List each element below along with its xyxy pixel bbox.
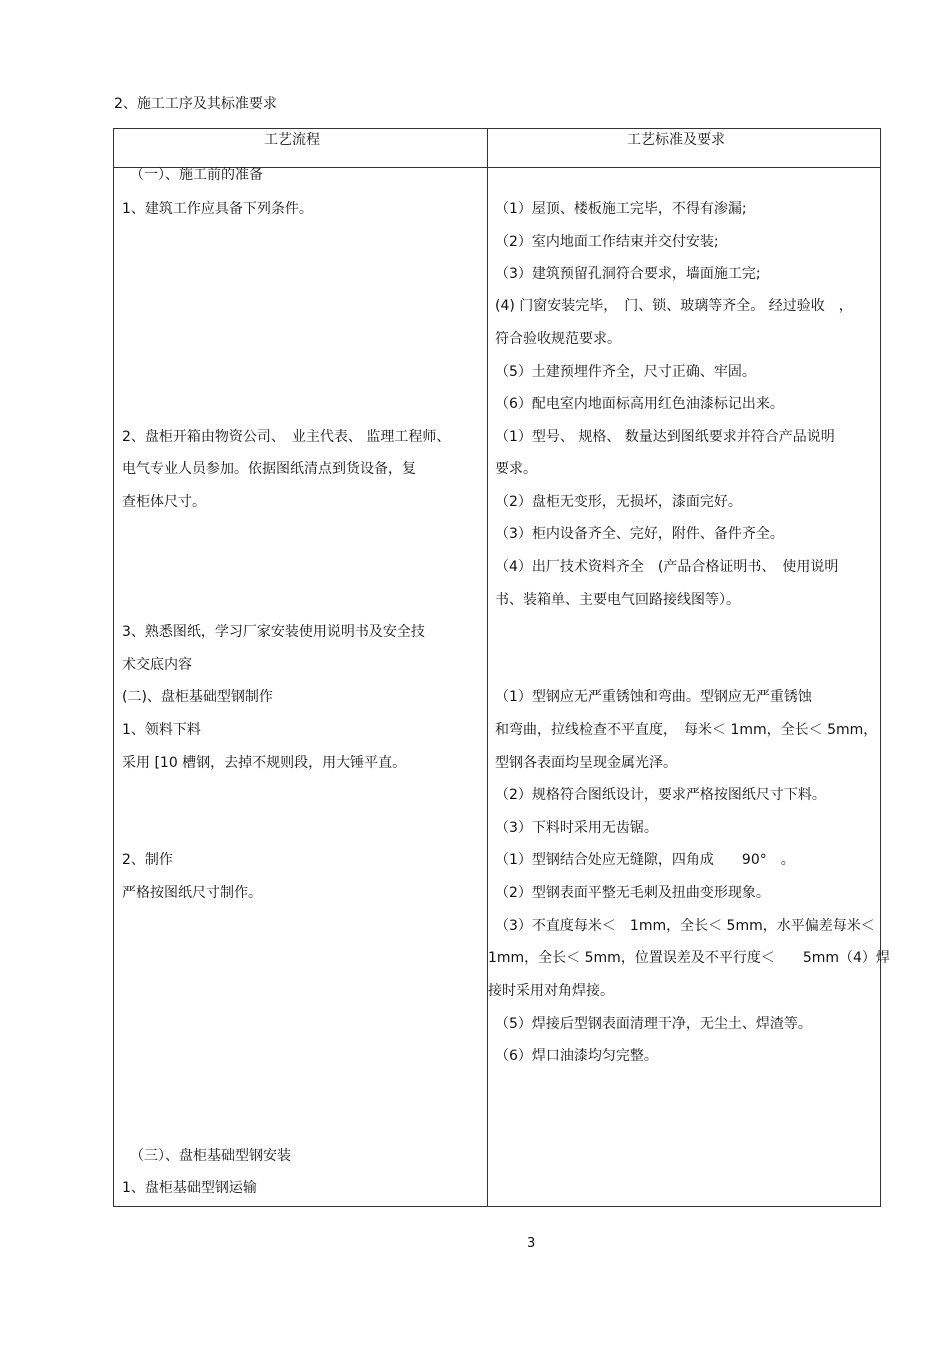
right-line: （1）型钢结合处应无缝隙，四角成 90° 。 [495, 852, 795, 868]
right-line: （1）型钢应无严重锈蚀和弯曲。型钢应无严重锈蚀 [495, 689, 812, 705]
right-line: 1mm，全长＜ 5mm，位置误差及不平行度＜ 5mm（4）焊 [488, 950, 890, 966]
header-standards: 工艺标准及要求 [627, 132, 725, 148]
right-line: （1）型号、 规格、 数量达到图纸要求并符合产品说明 [495, 429, 835, 445]
right-line: (4) 门窗安装完毕， 门、锁、玻璃等齐全。 经过验收 ， [495, 298, 853, 314]
right-line: （3）不直度每米＜ 1mm，全长＜ 5mm，水平偏差每米＜ [495, 918, 875, 934]
page-number: 3 [527, 1236, 536, 1251]
right-line: （4）出厂技术资料齐全 (产品合格证明书、 使用说明 [495, 559, 839, 575]
right-line: （5）焊接后型钢表面清理干净，无尘土、焊渣等。 [495, 1016, 812, 1032]
right-line: （6）焊口油漆均匀完整。 [495, 1048, 658, 1064]
process-table [113, 128, 890, 1207]
right-line: （2）盘柜无变形，无损坏，漆面完好。 [495, 494, 742, 510]
right-line: 和弯曲，拉线检查不平直度， 每米＜ 1mm，全长＜ 5mm， [495, 722, 878, 738]
left-line: 2、盘柜开箱由物资公司、 业主代表、 监理工程师、 [122, 429, 451, 445]
right-line: （3）下料时采用无齿锯。 [495, 820, 658, 836]
left-line: 严格按图纸尺寸制作。 [122, 885, 262, 901]
right-line: （3）建筑预留孔洞符合要求，墙面施工完; [495, 266, 761, 282]
right-line: （2）规格符合图纸设计，要求严格按图纸尺寸下料。 [495, 787, 826, 803]
section-heading: 2、施工工序及其标准要求 [114, 96, 277, 112]
left-line: （一）、施工前的准备 [130, 167, 263, 183]
left-line: 1、建筑工作应具备下列条件。 [122, 201, 313, 217]
right-line: 符合验收规范要求。 [495, 331, 621, 347]
left-line: 术交底内容 [122, 657, 192, 673]
right-line: （6）配电室内地面标高用红色油漆标记出来。 [495, 396, 784, 412]
left-line: （三）、盘柜基础型钢安装 [130, 1148, 291, 1164]
right-line: （2）型钢表面平整无毛刺及扭曲变形现象。 [495, 885, 770, 901]
left-line: (二)、盘柜基础型钢制作 [122, 689, 273, 705]
header-process: 工艺流程 [264, 132, 320, 148]
left-line: 采用 [10 槽钢，去掉不规则段，用大锤平直。 [122, 755, 407, 771]
left-line: 查柜体尺寸。 [122, 494, 206, 510]
right-line: 接时采用对角焊接。 [488, 983, 614, 999]
right-line: （5）土建预埋件齐全，尺寸正确、牢固。 [495, 364, 756, 380]
right-line: 型钢各表面均呈现金属光泽。 [495, 755, 677, 771]
left-line: 3、熟悉图纸，学习厂家安装使用说明书及安全技 [122, 624, 425, 640]
right-line: （1）屋顶、楼板施工完毕，不得有渗漏; [495, 201, 747, 217]
left-line: 2、制作 [122, 852, 173, 868]
left-line: 1、领料下料 [122, 722, 201, 738]
column-divider [487, 129, 488, 1206]
right-line: （3）柜内设备齐全、完好，附件、备件齐全。 [495, 526, 784, 542]
left-line: 电气专业人员参加。依据图纸清点到货设备，复 [122, 461, 416, 477]
right-line: 要求。 [495, 461, 537, 477]
right-line: （2）室内地面工作结束并交付安装; [495, 234, 719, 250]
left-line: 1、盘柜基础型钢运输 [122, 1180, 257, 1196]
right-line: 书、装箱单、主要电气回路接线图等）。 [495, 592, 740, 608]
